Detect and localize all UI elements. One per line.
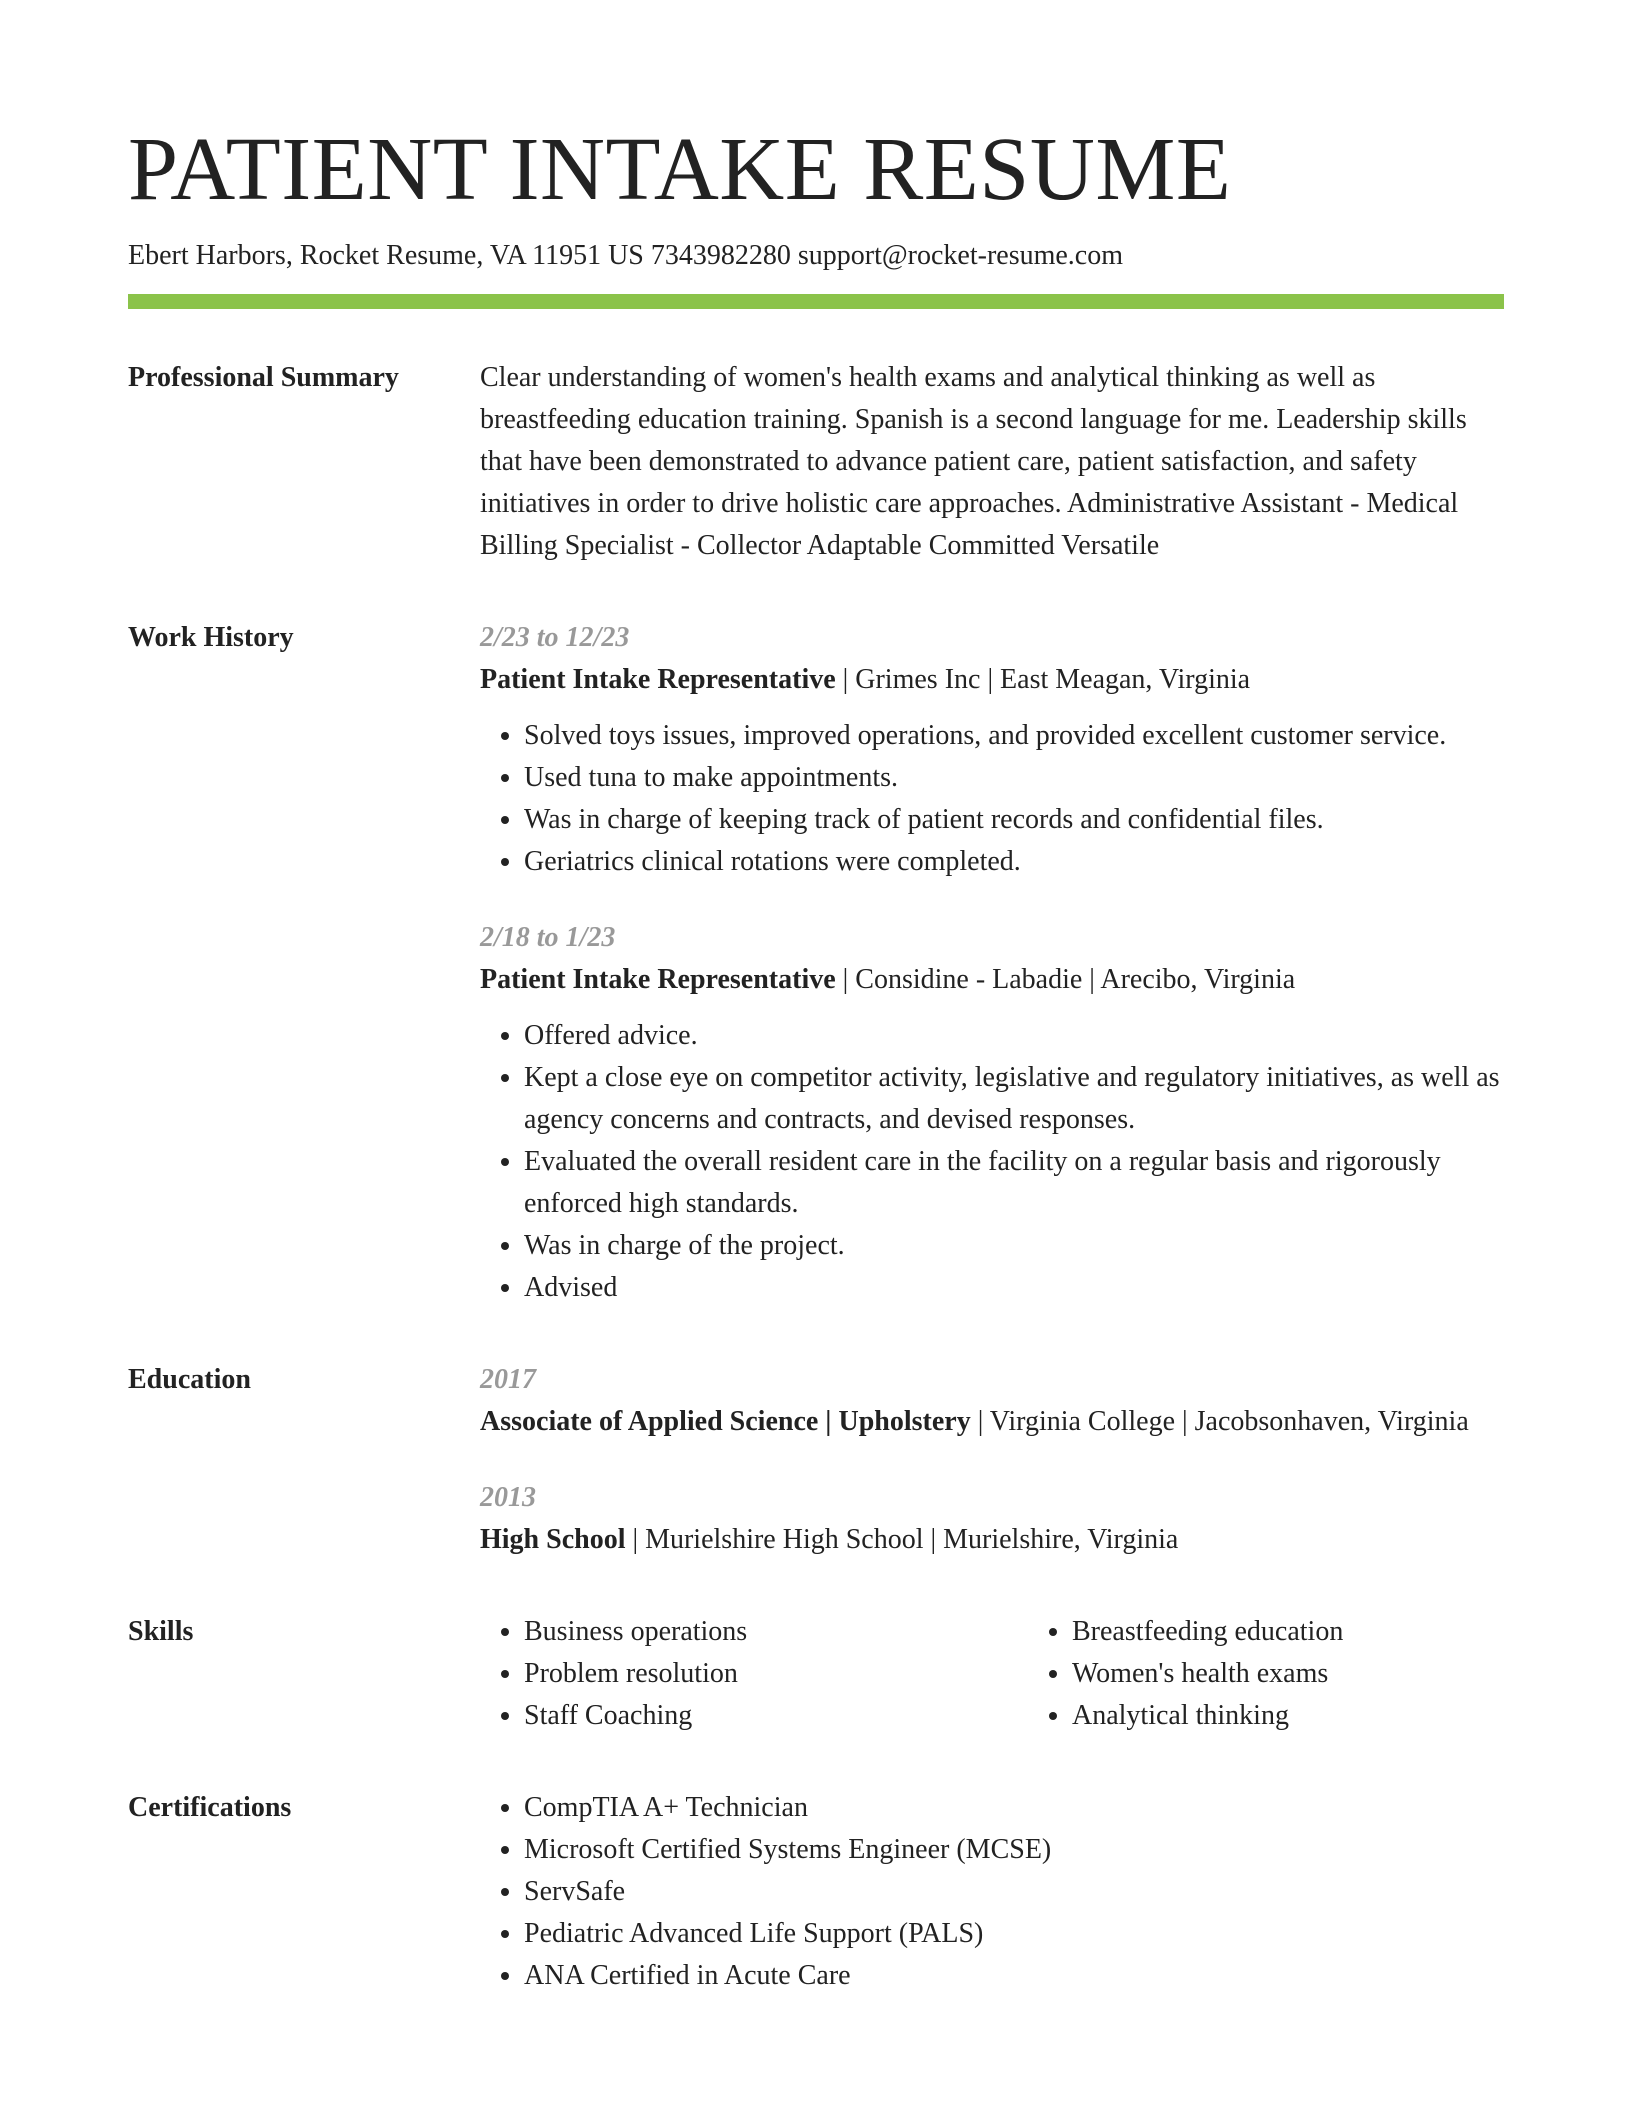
section-body: [480, 617, 1504, 1309]
skills-column-left: [480, 1611, 984, 1737]
list-item: • Women's health exams: [1072, 1653, 1592, 1695]
list-item: • Was in charge of the project.: [524, 1225, 1504, 1267]
education-entry: [480, 1477, 1504, 1561]
job-dates: 2/18 to 1/23: [480, 922, 616, 953]
job-title: Patient Intake Representative: [480, 664, 836, 695]
list-item: • Analytical thinking: [1072, 1695, 1592, 1737]
list-item: • Kept a close eye on competitor activity, legislative and regulatory initiatives, as well as agency concerns and contracts, and devised responses.: [524, 1057, 1504, 1141]
education-line: [480, 1519, 1504, 1561]
job-bullets: [480, 715, 1504, 883]
list-item: • CompTIA A+ Technician: [524, 1787, 1504, 1829]
resume-title: PATIENT INTAKE RESUME: [128, 120, 1232, 219]
list-item: • Breastfeeding education: [1072, 1611, 1592, 1653]
education-degree: Associate of Applied Science | Upholstery: [480, 1406, 971, 1437]
summary-text: Clear understanding of women's health exams and analytical thinking as well as breastfeeding education training. Spanish is a second language for me. Leadership skills that have been demonstrated to advance patient care, patient satisfaction, and safety initiatives in order to drive holistic care approaches. Administrative Assistant - Medical Billing Specialist - Collector Adaptable Committed Versatile: [480, 362, 1467, 561]
section-summary: [128, 357, 1504, 567]
list-item: • Pediatric Advanced Life Support (PALS): [524, 1913, 1504, 1955]
list-item: • Was in charge of keeping track of patient records and confidential files.: [524, 799, 1504, 841]
section-skills: [128, 1611, 1504, 1737]
section-body: [480, 357, 1504, 567]
job-dates: 2/23 to 12/23: [480, 622, 630, 653]
education-year: 2017: [480, 1364, 536, 1395]
list-item: • Business operations: [524, 1611, 984, 1653]
education-entry: [480, 1359, 1504, 1443]
list-item: • Offered advice.: [524, 1015, 1504, 1057]
education-year: 2013: [480, 1482, 536, 1513]
section-label: Certifications: [128, 1792, 292, 1823]
list-item: • ServSafe: [524, 1871, 1504, 1913]
list-item: • Solved toys issues, improved operations, and provided excellent customer service.: [524, 715, 1504, 757]
list-item: • Geriatrics clinical rotations were completed.: [524, 841, 1504, 883]
section-label: Professional Summary: [128, 362, 399, 393]
job-title-line: [480, 659, 1504, 701]
job-entry: [480, 617, 1504, 883]
skills-grid: [480, 1611, 1504, 1737]
section-body: [480, 1787, 1504, 1997]
list-item: • ANA Certified in Acute Care: [524, 1955, 1504, 1997]
education-school: | Murielshire High School | Murielshire, Virginia: [625, 1524, 1179, 1555]
education-school: | Virginia College | Jacobsonhaven, Virginia: [970, 1406, 1469, 1437]
certifications-list: [480, 1787, 1504, 1997]
section-body: [480, 1359, 1504, 1561]
education-degree: High School: [480, 1524, 626, 1555]
skills-column-right: [1028, 1611, 1592, 1737]
job-entry: [480, 917, 1504, 1309]
section-label: Education: [128, 1364, 251, 1395]
list-item: • Problem resolution: [524, 1653, 984, 1695]
job-title: Patient Intake Representative: [480, 964, 836, 995]
list-item: • Advised: [524, 1267, 1504, 1309]
job-title-line: [480, 959, 1504, 1001]
job-bullets: [480, 1015, 1504, 1309]
list-item: • Used tuna to make appointments.: [524, 757, 1504, 799]
job-employer: | Grimes Inc | East Meagan, Virginia: [835, 664, 1251, 695]
section-certifications: [128, 1787, 1504, 1997]
education-line: [480, 1401, 1504, 1443]
section-education: [128, 1359, 1504, 1561]
section-label: Work History: [128, 622, 294, 653]
list-item: • Microsoft Certified Systems Engineer (MCSE): [524, 1829, 1504, 1871]
contact-line: Ebert Harbors, Rocket Resume, VA 11951 US 7343982280 support@rocket-resume.com: [128, 240, 1124, 271]
job-employer: | Considine - Labadie | Arecibo, Virginia: [835, 964, 1296, 995]
list-item: • Evaluated the overall resident care in the facility on a regular basis and rigorously enforced high standards.: [524, 1141, 1504, 1225]
section-work-history: [128, 617, 1504, 1309]
header-divider: [128, 294, 1504, 309]
section-label: Skills: [128, 1616, 194, 1647]
list-item: • Staff Coaching: [524, 1695, 984, 1737]
